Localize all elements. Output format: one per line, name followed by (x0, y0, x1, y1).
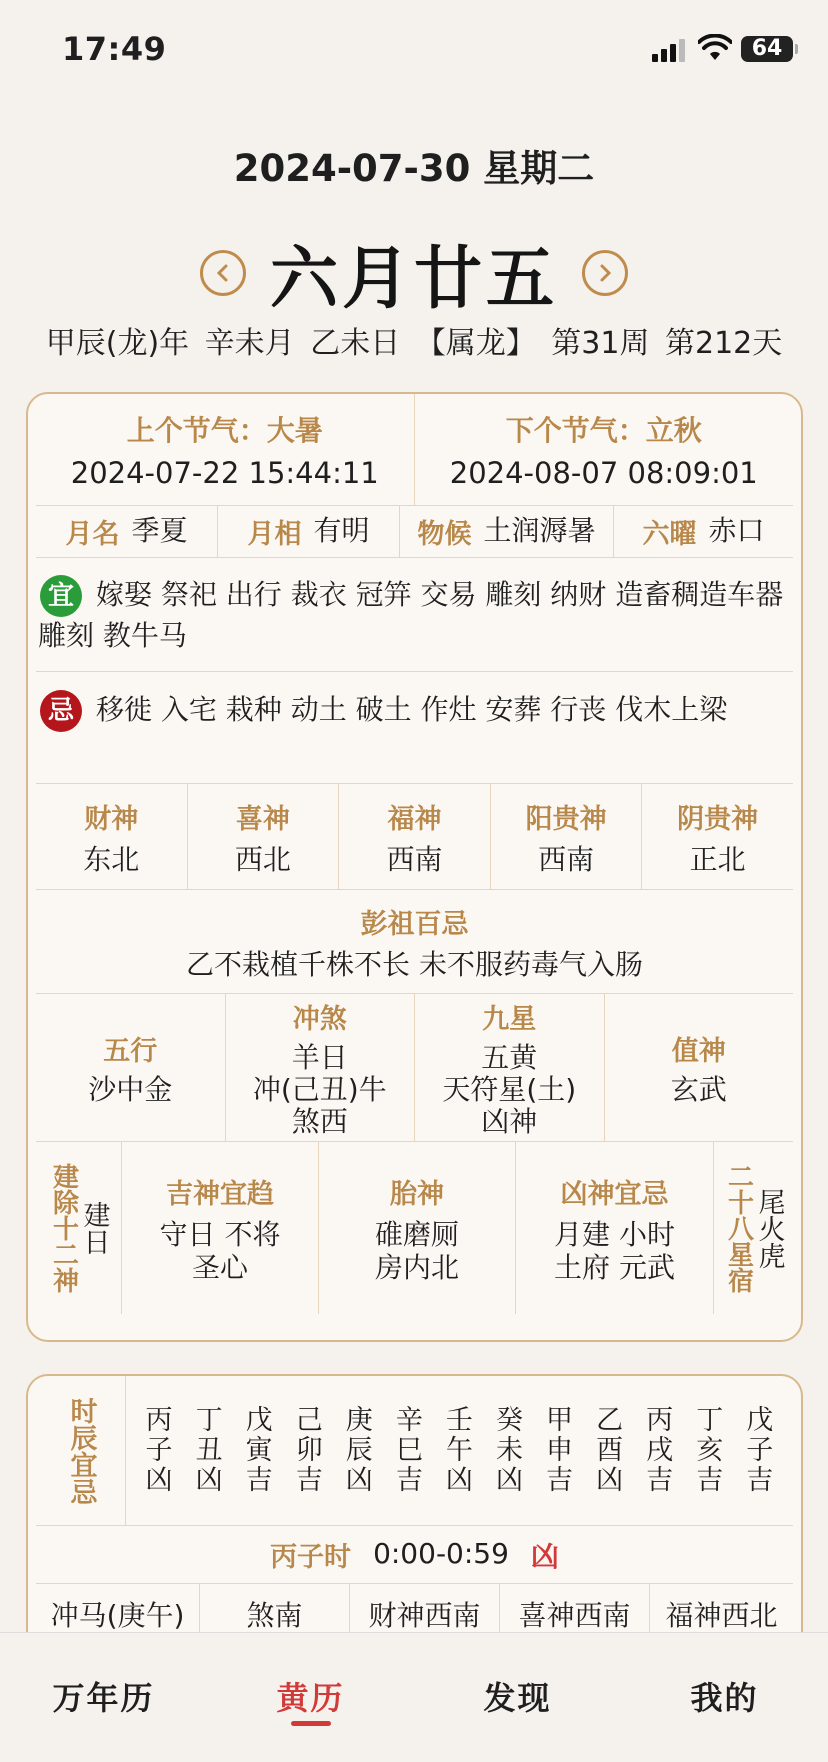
chongsha-cell (226, 994, 416, 1141)
hour-zhi: 巳 (395, 1434, 423, 1466)
hour-column[interactable] (596, 1406, 623, 1496)
god-label: 阴贵神 (677, 803, 759, 835)
tab-almanac[interactable]: 黄历 (207, 1633, 414, 1762)
chongsha-line: 冲(己丑)牛 (252, 1072, 387, 1106)
god-yanggui (491, 784, 643, 889)
hour-zhi: 丑 (195, 1434, 223, 1466)
jiuxing-line: 天符星(土) (442, 1072, 577, 1106)
zhishen-cell (605, 994, 794, 1141)
almanac-card (26, 392, 803, 1342)
jianchu-value: 建日 (78, 1201, 110, 1255)
god-value: 西南 (538, 842, 595, 876)
wuxing-row (36, 994, 793, 1142)
xiongshen-line: 月建 小时 (554, 1218, 675, 1252)
chongsha-label: 冲煞 (292, 1003, 347, 1035)
shichen-row (36, 1376, 793, 1526)
prev-solar-term[interactable] (36, 394, 415, 505)
hour-gan: 丙 (646, 1404, 674, 1436)
jianchu-row (36, 1142, 793, 1314)
hour-gan: 丁 (195, 1404, 223, 1436)
hour-luck: 凶 (345, 1464, 373, 1496)
ganzhi-line: 甲辰(龙)年 辛未月 乙未日 【属龙】 第31周 第212天 (45, 326, 783, 361)
hour-luck: 凶 (145, 1464, 173, 1496)
god-label: 喜神 (235, 803, 290, 835)
hour-luck: 吉 (295, 1464, 323, 1496)
god-value: 正北 (689, 842, 746, 876)
month-name-cell (36, 506, 218, 557)
god-value: 西南 (386, 842, 443, 876)
tab-discover[interactable]: 发现 (483, 1679, 552, 1717)
hour-gan: 辛 (395, 1404, 423, 1436)
xiongshen-cell (516, 1142, 714, 1314)
hour-column[interactable] (746, 1406, 773, 1496)
tab-calendar[interactable]: 万年历 (52, 1679, 155, 1717)
hour-gan: 丙 (145, 1404, 173, 1436)
hour-zhi: 未 (495, 1434, 523, 1466)
phenology-cell (400, 506, 614, 557)
god-value: 西北 (234, 842, 291, 876)
hour-luck: 吉 (696, 1464, 724, 1496)
current-hour-cell[interactable] (36, 1526, 793, 1583)
pengzu-row (36, 890, 793, 994)
yi-badge: 宜 (40, 575, 82, 617)
rokuyo-label: 六曜 (642, 519, 697, 550)
god-value: 东北 (83, 842, 140, 876)
taishen-line: 房内北 (374, 1250, 459, 1284)
hour-zhi: 酉 (596, 1434, 624, 1466)
wifi-icon (698, 34, 732, 62)
hour-column[interactable] (546, 1406, 573, 1496)
moon-phase-cell (218, 506, 400, 557)
hour-gan: 癸 (495, 1404, 523, 1436)
hour-luck: 吉 (395, 1464, 423, 1496)
chongsha-line: 煞西 (291, 1105, 348, 1139)
shichen-label: 时辰宜忌 (65, 1396, 97, 1505)
hour-zhi: 寅 (245, 1434, 273, 1466)
jishen-label: 吉神宜趋 (166, 1179, 274, 1211)
prev-term-time: 2024-07-22 15:44:11 (70, 455, 379, 490)
month-name-label: 月名 (65, 519, 120, 550)
hour-luck: 凶 (495, 1464, 523, 1496)
pengzu-label: 彭祖百忌 (360, 908, 469, 940)
ji-badge: 忌 (40, 690, 82, 732)
wuxing-value: 沙中金 (88, 1072, 173, 1106)
hour-detail-text: 财神西南 (368, 1598, 481, 1632)
hour-zhi: 子 (145, 1434, 173, 1466)
jiuxing-line: 凶神 (481, 1105, 538, 1139)
taishen-line: 碓磨厕 (374, 1218, 459, 1252)
hour-zhi: 戌 (646, 1434, 674, 1466)
hour-zhi: 子 (746, 1434, 774, 1466)
lunar-day: 六月廿五 (269, 239, 558, 319)
hour-gan: 乙 (596, 1404, 624, 1436)
wuxing-cell (36, 994, 226, 1141)
hour-gan: 壬 (445, 1404, 473, 1436)
hour-gan: 戊 (245, 1404, 273, 1436)
jishen-cell (122, 1142, 319, 1314)
month-info-row (36, 506, 793, 558)
tab-mine[interactable]: 我的 (690, 1679, 759, 1717)
hour-luck: 凶 (596, 1464, 624, 1496)
jishen-line: 守日 不将 (159, 1218, 281, 1252)
hour-gan: 丁 (696, 1404, 724, 1436)
hour-detail-text: 喜神西南 (518, 1598, 631, 1632)
shichen-label-cell (36, 1376, 126, 1525)
pengzu-cell (36, 890, 793, 993)
hour-zhi: 亥 (696, 1434, 724, 1466)
god-label: 阳贵神 (525, 803, 607, 835)
moon-phase-label: 月相 (247, 519, 302, 550)
hour-column[interactable] (496, 1406, 523, 1496)
next-term-time: 2024-08-07 08:09:01 (449, 455, 758, 490)
hour-zhi: 申 (546, 1434, 574, 1466)
hour-detail-text: 冲马(庚午) (50, 1598, 185, 1632)
hour-column[interactable] (446, 1406, 473, 1496)
yi-text-block (38, 575, 791, 654)
lunar-date-row (0, 228, 828, 318)
current-hour-row (36, 1526, 793, 1584)
hour-column[interactable] (696, 1406, 723, 1496)
xiongshen-label: 凶神宜忌 (560, 1179, 669, 1211)
hour-luck: 吉 (646, 1464, 674, 1496)
jianchu-cell (36, 1142, 122, 1314)
hour-column[interactable] (346, 1406, 373, 1496)
xiongshen-line: 土府 元武 (554, 1250, 675, 1284)
hour-luck: 吉 (245, 1464, 273, 1496)
hour-luck: 吉 (746, 1464, 774, 1496)
prev-term-label: 上个节气：大暑 (126, 413, 323, 447)
rokuyo-cell (614, 506, 793, 557)
pengzu-value: 乙不栽植千株不长 未不服药毒气入肠 (186, 947, 643, 981)
hour-zhi: 午 (445, 1434, 473, 1466)
next-solar-term[interactable] (415, 394, 794, 505)
tab-bar (0, 1632, 828, 1762)
signal-icon (652, 38, 688, 62)
chongsha-line: 羊日 (291, 1040, 348, 1074)
jiuxing-line: 五黄 (481, 1040, 538, 1074)
hour-column[interactable] (246, 1406, 273, 1496)
hour-column[interactable] (196, 1406, 223, 1496)
phenology-label: 物候 (417, 519, 472, 550)
jiuxing-cell (415, 994, 605, 1141)
hour-column[interactable] (646, 1406, 673, 1496)
wuxing-label: 五行 (103, 1035, 158, 1067)
hour-luck: 凶 (445, 1464, 473, 1496)
shichen-hours (126, 1376, 793, 1525)
taishen-label: 胎神 (390, 1179, 444, 1211)
hour-luck: 凶 (195, 1464, 223, 1496)
status-bar (0, 0, 828, 100)
hour-column[interactable] (396, 1406, 423, 1496)
xiu-value: 尾火虎 (753, 1187, 785, 1269)
hour-column[interactable] (296, 1406, 323, 1496)
rokuyo-value: 赤口 (708, 514, 765, 548)
month-name-value: 季夏 (131, 514, 188, 548)
jishen-line: 圣心 (191, 1250, 248, 1284)
zhishen-value: 玄武 (670, 1072, 727, 1106)
status-time: 17:49 (62, 30, 167, 68)
hour-gan: 甲 (546, 1404, 574, 1436)
hour-gan: 己 (295, 1404, 323, 1436)
god-cai (36, 784, 188, 889)
taishen-cell (319, 1142, 516, 1314)
xiu-cell (714, 1142, 793, 1314)
god-label: 福神 (387, 803, 442, 835)
god-fu (339, 784, 491, 889)
xiu-label: 二十八星宿 (723, 1163, 754, 1293)
hour-luck: 吉 (546, 1464, 574, 1496)
jiuxing-label: 九星 (482, 1003, 537, 1035)
hour-detail-text: 福神西北 (665, 1598, 778, 1632)
chevron-left-icon[interactable] (200, 250, 246, 296)
hour-gan: 庚 (345, 1404, 373, 1436)
solar-date: 2024-07-30 星期二 (233, 147, 595, 190)
hour-zhi: 辰 (345, 1434, 373, 1466)
ji-text: 移徙 入宅 栽种 动土 破土 作灶 安葬 行丧 伐木上梁 (96, 693, 728, 726)
hour-detail-text: 煞南 (246, 1598, 303, 1632)
next-term-label: 下个节气：立秋 (505, 413, 702, 447)
ji-text-block (38, 690, 791, 732)
gods-row (36, 784, 793, 890)
zhishen-label: 值神 (671, 1035, 726, 1067)
current-hour-name: 丙子时 (270, 1542, 352, 1573)
phenology-value: 土润溽暑 (483, 514, 596, 548)
current-hour-range: 0:00-0:59 (373, 1537, 509, 1571)
hour-zhi: 卯 (295, 1434, 323, 1466)
hour-column[interactable] (146, 1406, 173, 1496)
chevron-right-icon[interactable] (582, 250, 628, 296)
yi-text: 嫁娶 祭祀 出行 裁衣 冠笄 交易 雕刻 纳财 造畜稠造车器 雕刻 教牛马 (38, 578, 784, 652)
god-yingui (642, 784, 793, 889)
solar-term-row (36, 394, 793, 506)
god-label: 财神 (84, 803, 139, 835)
hour-gan: 戊 (746, 1404, 774, 1436)
current-hour-luck: 凶 (530, 1539, 559, 1573)
moon-phase-value: 有明 (313, 514, 370, 548)
battery-icon: 64 (741, 36, 793, 62)
god-xi (188, 784, 340, 889)
jianchu-label: 建除十二神 (48, 1163, 79, 1293)
